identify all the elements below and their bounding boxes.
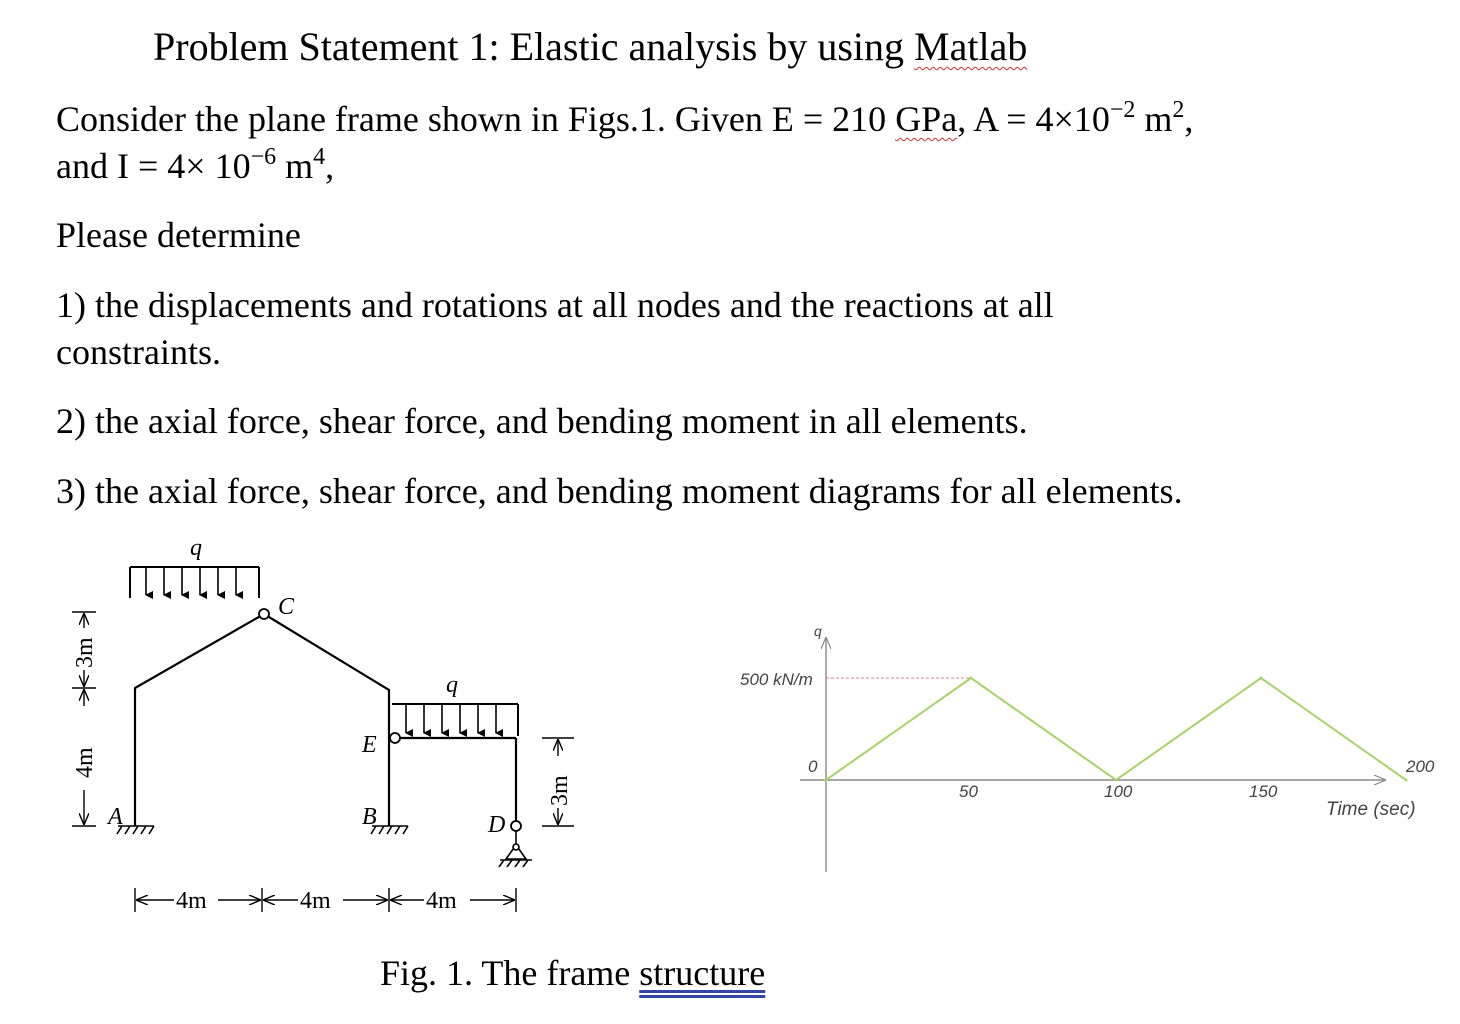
graph-x-tick-150: 150 xyxy=(1249,782,1278,801)
node-label-a: A xyxy=(108,804,123,830)
node-label-e: E xyxy=(362,732,377,758)
item-3: 3) the axial force, shear force, and bending moment diagrams for all elements. xyxy=(56,471,1183,511)
given-exp-i: −6 xyxy=(250,144,277,170)
graph-y-tick-0: 0 xyxy=(808,757,818,776)
node-label-d: D xyxy=(488,812,506,838)
dim-label-right: 3m xyxy=(547,775,573,806)
given-exp-m2: 2 xyxy=(1172,97,1185,123)
graph-x-axis-label: Time (sec) xyxy=(1326,799,1416,820)
frame-member-c-b xyxy=(264,614,389,815)
given-exp-m4: 4 xyxy=(313,144,326,170)
graph-x-tick-100: 100 xyxy=(1104,782,1133,801)
graph-x-tick-200: 200 xyxy=(1406,757,1435,776)
graph-point-50 xyxy=(970,677,973,680)
distributed-load-right xyxy=(392,704,518,736)
frame-member-a-c xyxy=(135,614,264,815)
hinge-c xyxy=(259,609,269,619)
hinge-e xyxy=(390,733,400,743)
graph-series-load xyxy=(826,678,1406,780)
title-matlab-word: Matlab xyxy=(914,24,1028,69)
dim-label-left-bottom: 4m xyxy=(72,747,98,778)
node-label-b: B xyxy=(362,804,377,830)
dim-label-bottom-3: 4m xyxy=(426,888,457,914)
given-text-a: Consider the plane frame shown in Figs.1. Given E = 210 xyxy=(56,99,896,139)
please-determine: Please determine xyxy=(56,215,301,255)
load-label-top: q xyxy=(190,535,202,561)
given-text-c: m xyxy=(1135,99,1173,139)
graph-point-200 xyxy=(1405,779,1408,782)
graph-point-150 xyxy=(1260,677,1263,680)
figure-caption xyxy=(380,950,765,996)
graph-point-0 xyxy=(825,779,828,782)
caption-prefix: Fig. 1. The frame xyxy=(380,953,640,993)
title-prefix: Problem Statement 1: Elastic analysis by using xyxy=(153,24,915,69)
node-label-c: C xyxy=(278,594,295,620)
dim-label-bottom-1: 4m xyxy=(176,888,207,914)
caption-structure-word: structure xyxy=(639,953,766,993)
given-i-text-c: , xyxy=(325,146,335,186)
given-i-text-b: m xyxy=(276,146,314,186)
graph-y-axis-label: q xyxy=(814,623,822,639)
frame-diagram xyxy=(72,535,574,914)
graph-y-tick-500: 500 kN/m xyxy=(740,670,813,689)
distributed-load-top xyxy=(130,567,259,598)
given-gpa: GPa xyxy=(895,99,958,139)
given-i-text-a: and I = 4× 10 xyxy=(56,146,251,186)
load-label-right: q xyxy=(446,672,458,698)
hinge-d xyxy=(511,821,521,831)
graph-x-tick-50: 50 xyxy=(959,782,978,801)
item-2: 2) the axial force, shear force, and bending moment in all elements. xyxy=(56,401,1028,441)
given-text-b: , A = 4×10 xyxy=(957,99,1110,139)
given-text-d: , xyxy=(1184,99,1194,139)
item-1-line-b: constraints. xyxy=(56,332,221,372)
load-time-graph xyxy=(740,623,1435,872)
dim-label-bottom-2: 4m xyxy=(300,888,331,914)
dim-label-left-top: 3m xyxy=(72,637,98,668)
item-1-line-a: 1) the displacements and rotations at all nodes and the reactions at all xyxy=(56,285,1054,325)
given-exp-a: −2 xyxy=(1109,97,1136,123)
